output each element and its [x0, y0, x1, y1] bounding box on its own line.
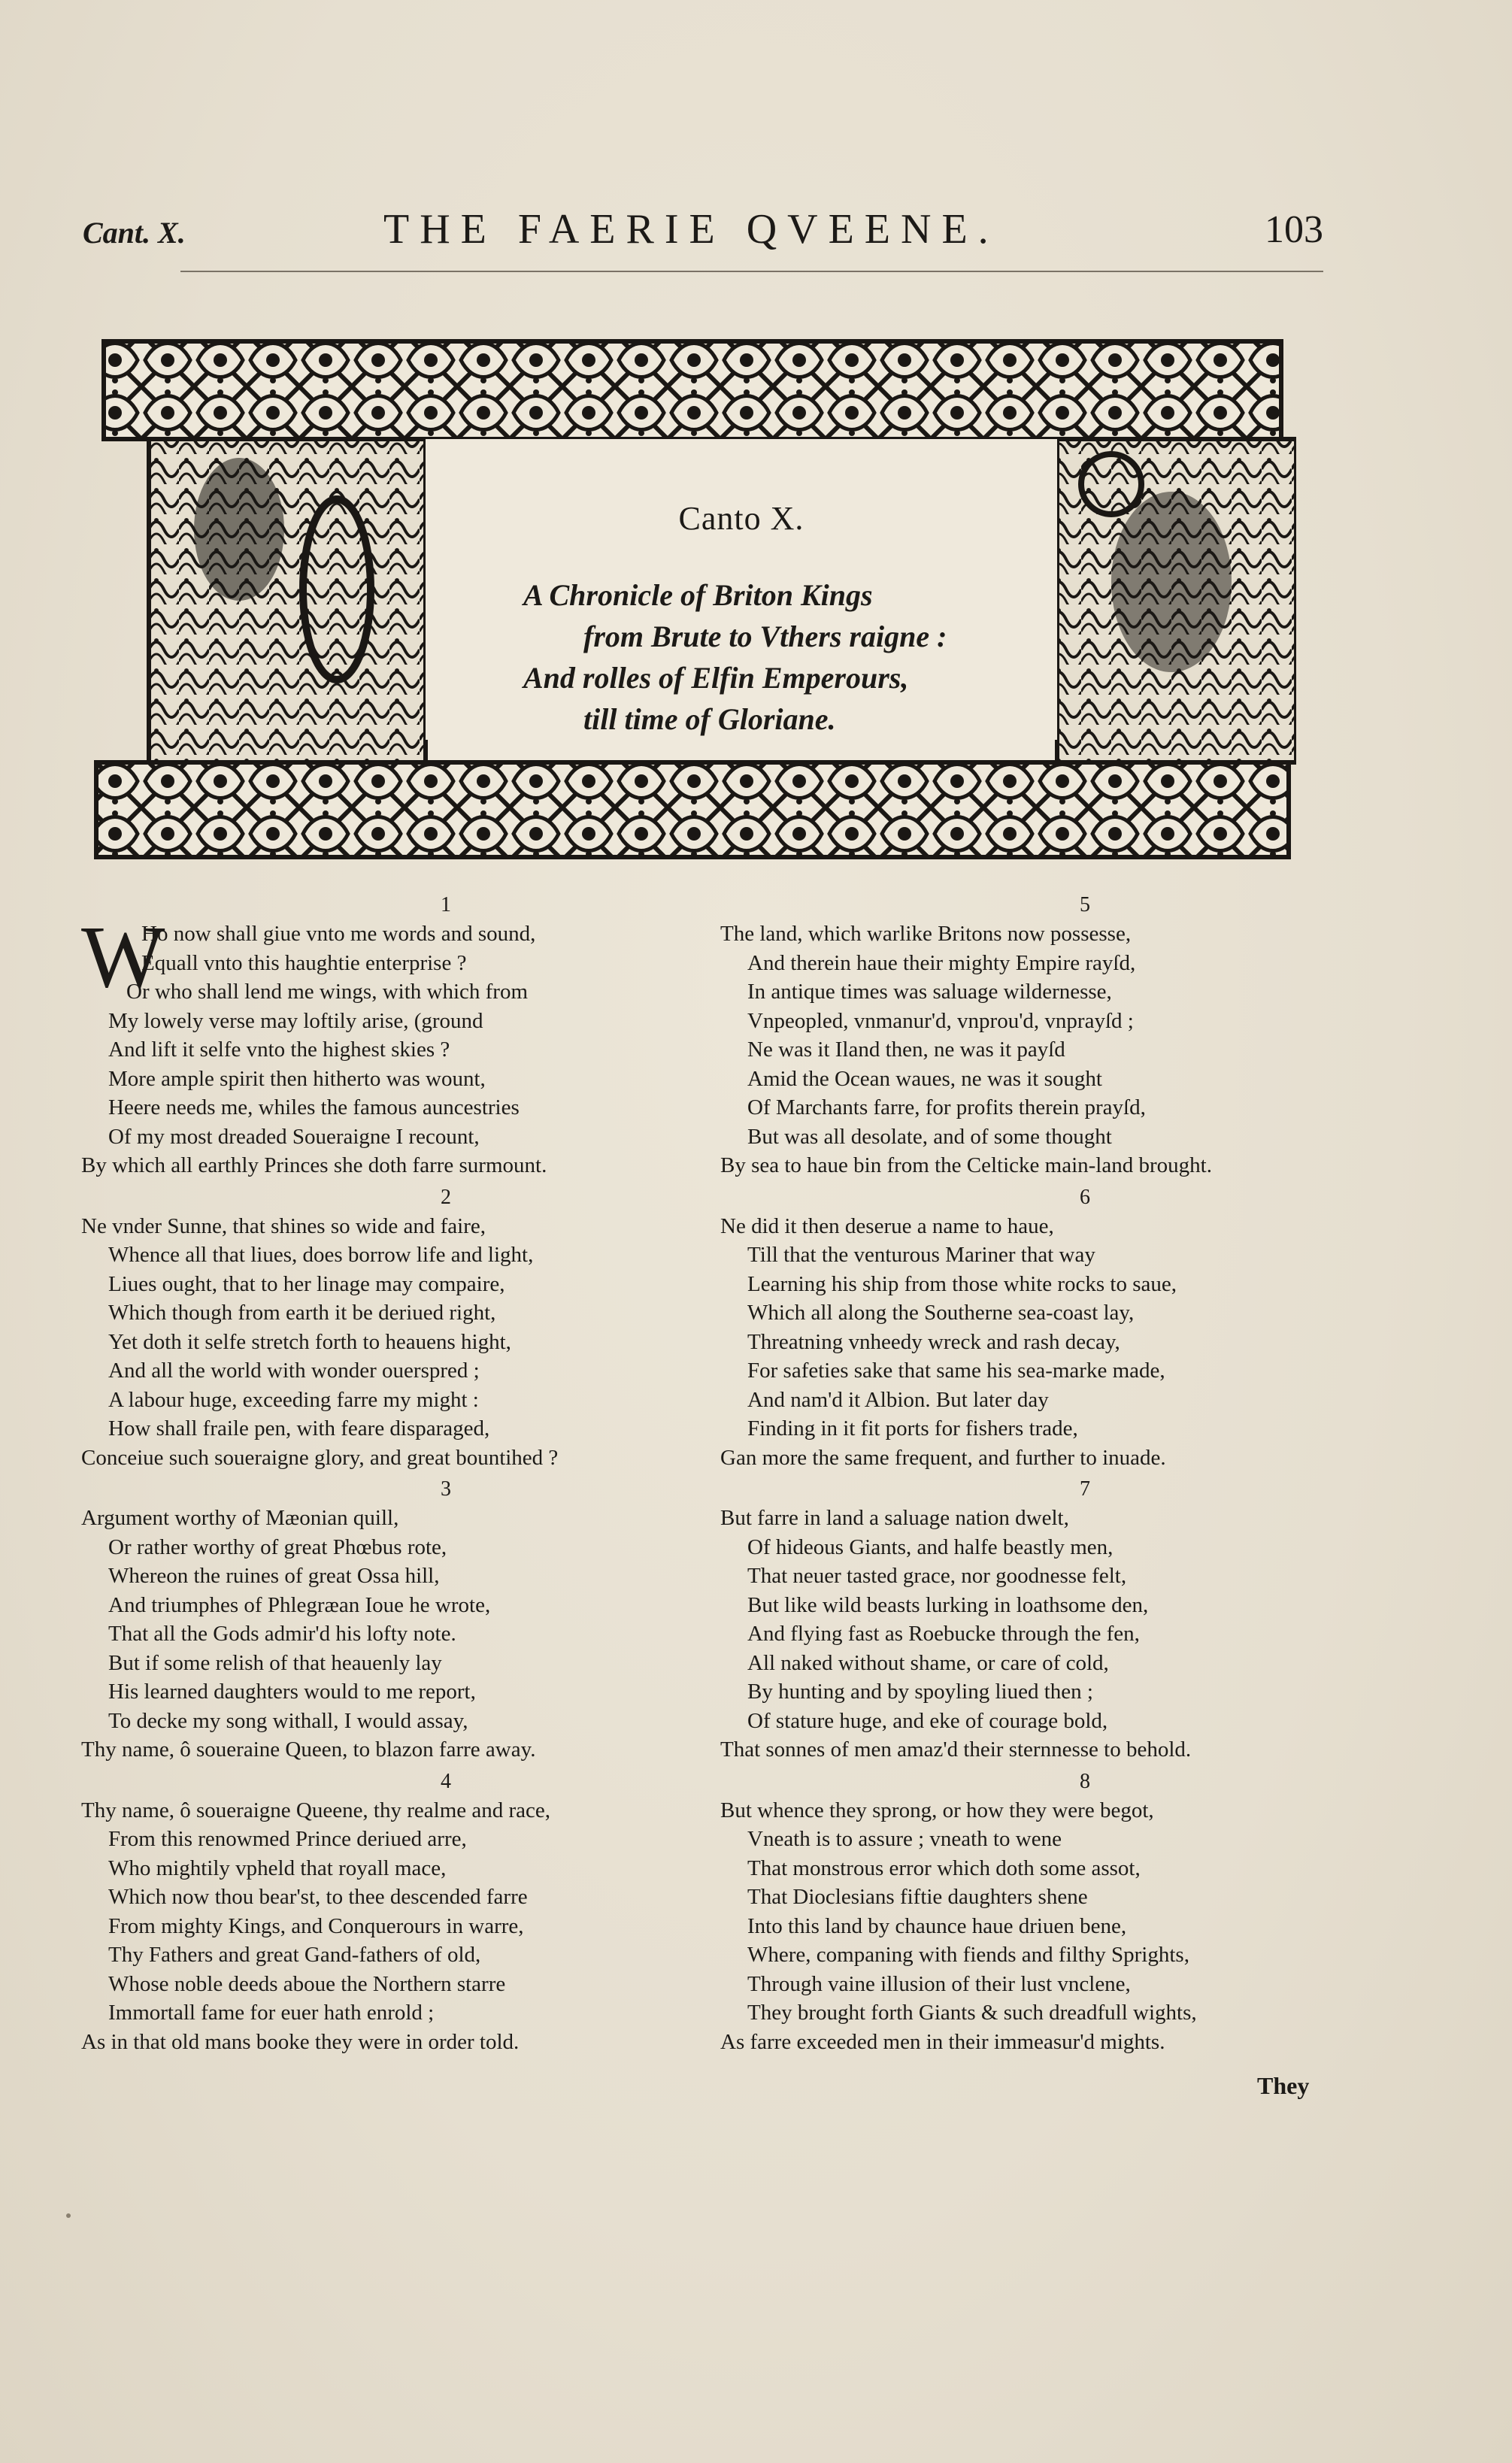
verse-line: How shall fraile pen, with feare disparaged,: [108, 1416, 490, 1441]
verse-line: Which now thou bear'st, to thee descended farre: [108, 1885, 528, 1909]
verse-line: Amid the Ocean waues, ne was it sought: [747, 1066, 1102, 1091]
argument-line: And rolles of Elfin Emperours,: [523, 661, 909, 695]
verse-line: To decke my song withall, I would assay,: [108, 1708, 468, 1733]
verse-line: And therein haue their mighty Empire rayſd,: [747, 950, 1136, 975]
stanza: [81, 1475, 720, 1765]
verse-line: For safeties sake that same his sea-marke made,: [747, 1359, 1165, 1383]
paper-spot: [66, 2213, 71, 2218]
verse-line: But was all desolate, and of some thought: [747, 1124, 1112, 1149]
verse-line: Of my most dreaded Soueraigne I recount,: [108, 1124, 480, 1149]
verse-line: Whereon the ruines of great Ossa hill,: [108, 1564, 440, 1588]
verse-line: By sea to haue bin from the Celticke main-land brought.: [720, 1153, 1212, 1177]
verse-line: But if some relish of that heauenly lay: [108, 1650, 442, 1675]
stanza-number: 5: [1080, 893, 1090, 916]
verse-line: Or rather worthy of great Phœbus rote,: [108, 1534, 447, 1559]
stanza-number: 6: [1080, 1185, 1090, 1209]
canto-label: Cant. X.: [83, 216, 186, 250]
running-head: [83, 201, 1323, 254]
verse-line: The land, which warlike Britons now possesse,: [720, 922, 1132, 946]
stanza-number: 4: [441, 1769, 451, 1793]
stanza-number: 2: [441, 1185, 451, 1209]
verse-line: Thy name, ô soueraigne Queene, thy realme and race,: [81, 1798, 551, 1822]
verse-line: Gan more the same frequent, and further to inuade.: [720, 1445, 1166, 1470]
verse-line: Vnpeopled, vnmanur'd, vnprou'd, vnprayſd ;: [747, 1008, 1134, 1033]
verse-line: Whence all that liues, does borrow life and light,: [108, 1243, 534, 1267]
verse-line: Conceiue such soueraigne glory, and great bountihed ?: [81, 1445, 559, 1470]
verse-line: Whose noble deeds aboue the Northern starre: [108, 1971, 506, 1996]
stanza: [81, 1183, 720, 1473]
verse-line: As in that old mans booke they were in order told.: [81, 2029, 520, 2054]
verse-line: Into this land by chaunce haue driuen bene,: [747, 1913, 1127, 1938]
verse-line: But whence they sprong, or how they were begot,: [720, 1798, 1154, 1822]
canto-heading-panel: [426, 439, 1057, 740]
woodcut-header: [89, 334, 1296, 865]
stanza-number: 8: [1080, 1769, 1090, 1793]
verse-line: From this renowmed Prince deriued arre,: [108, 1827, 467, 1851]
verse-line: And triumphes of Phlegræan Ioue he wrote,: [108, 1592, 491, 1617]
verse-line: Which though from earth it be deriued right,: [108, 1301, 496, 1325]
verse-line: Through vaine illusion of their lust vnclene,: [747, 1971, 1131, 1996]
verse-line: From mighty Kings, and Conquerours in warre,: [108, 1913, 524, 1938]
verse-line: My lowely verse may loftily arise, (ground: [108, 1008, 483, 1033]
right-column: [720, 891, 1359, 2059]
stanza: [81, 891, 720, 1180]
verse-line: Thy Fathers and great Gand-fathers of old,: [108, 1943, 481, 1967]
canto-title: Canto X.: [678, 500, 804, 537]
verse-line: Immortall fame for euer hath enrold ;: [108, 2001, 435, 2025]
verse-line: Vneath is to assure ; vneath to wene: [747, 1827, 1062, 1851]
verse-line: Thy name, ô soueraine Queen, to blazon farre away.: [81, 1737, 536, 1762]
verse-line: Finding in it fit ports for fishers trade,: [747, 1416, 1078, 1441]
verse-line: And nam'd it Albion. But later day: [747, 1387, 1049, 1412]
verse-line: Heere needs me, whiles the famous auncestries: [108, 1095, 520, 1119]
verse-line: Ne did it then deserue a name to haue,: [720, 1213, 1054, 1238]
verse-line: Ho now shall giue vnto me words and sound,: [141, 922, 536, 946]
verse-line: Yet doth it selfe stretch forth to heauens hight,: [108, 1329, 511, 1354]
verse-line: Threatning vnheedy wreck and rash decay,: [747, 1329, 1120, 1354]
verse-line: A labour huge, exceeding farre my might :: [108, 1387, 479, 1412]
verse-line: And all the world with wonder ouerspred ;: [108, 1359, 480, 1383]
stanza: [720, 1768, 1359, 2057]
page-number: 103: [1265, 208, 1323, 251]
verse-line: And lift it selfe vnto the highest skies ?: [108, 1038, 450, 1062]
head-rule: [180, 271, 1323, 272]
verse-line: Where, companing with fiends and filthy Sprights,: [747, 1943, 1189, 1967]
canto-argument: [523, 574, 1035, 740]
stanza-number: 3: [441, 1477, 451, 1501]
verse-line: And flying fast as Roebucke through the fen,: [747, 1622, 1140, 1646]
verse-line: That monstrous error which doth some assot,: [747, 1856, 1141, 1880]
stanza: [720, 1183, 1359, 1473]
verse-line: Ne was it Iland then, ne was it payſd: [747, 1038, 1065, 1062]
verse-line: All naked without shame, or care of cold,: [747, 1650, 1109, 1675]
book-title: THE FAERIE QVEENE.: [383, 206, 999, 253]
verse-line: Till that the venturous Mariner that way: [747, 1243, 1095, 1267]
stanza-number: 7: [1080, 1477, 1090, 1501]
verse-line: That all the Gods admir'd his lofty note.: [108, 1622, 456, 1646]
verse-line: As farre exceeded men in their immeasur'd mights.: [720, 2029, 1165, 2054]
verse-line: Of stature huge, and eke of courage bold,: [747, 1708, 1108, 1733]
verse-line: Liues ought, that to her linage may compaire,: [108, 1271, 505, 1296]
verse-line: Ne vnder Sunne, that shines so wide and faire,: [81, 1213, 486, 1238]
verse-line: That Dioclesians fiftie daughters shene: [747, 1885, 1088, 1909]
verse-line: They brought forth Giants & such dreadfull wights,: [747, 2001, 1197, 2025]
verse-line: In antique times was saluage wildernesse,: [747, 980, 1112, 1004]
argument-line: from Brute to Vthers raigne :: [583, 620, 947, 653]
verse-line: Equall vnto this haughtie enterprise ?: [141, 950, 467, 975]
verse-line: Which all along the Southerne sea-coast lay,: [747, 1301, 1135, 1325]
stanza: [720, 1475, 1359, 1765]
verse-line: That neuer tasted grace, nor goodnesse felt,: [747, 1564, 1127, 1588]
left-column: [81, 891, 720, 2059]
stanza-number: 1: [441, 893, 451, 916]
verse-line: Of Marchants farre, for profits therein prayſd,: [747, 1095, 1146, 1119]
verse-line: By which all earthly Princes she doth farre surmount.: [81, 1153, 547, 1177]
verse-line: That sonnes of men amaz'd their sternnesse to behold.: [720, 1737, 1192, 1762]
verse-line: Learning his ship from those white rocks to saue,: [747, 1271, 1177, 1296]
verse-line: More ample spirit then hitherto was wount,: [108, 1066, 486, 1091]
stanza: [81, 1768, 720, 2057]
catchword: They: [1257, 2072, 1310, 2099]
stanza: [720, 891, 1359, 1180]
verse-line: By hunting and by spoyling liued then ;: [747, 1680, 1093, 1704]
verse-line: Argument worthy of Mæonian quill,: [81, 1506, 399, 1530]
drop-capital: W: [81, 907, 165, 1006]
argument-line: till time of Gloriane.: [583, 702, 836, 736]
verse-line: But like wild beasts lurking in loathsome den,: [747, 1592, 1149, 1617]
verse-line: Who mightily vpheld that royall mace,: [108, 1856, 447, 1880]
argument-line: A Chronicle of Briton Kings: [523, 578, 873, 612]
verse-line: Or who shall lend me wings, with which from: [126, 980, 529, 1004]
verse-line: But farre in land a saluage nation dwelt,: [720, 1506, 1069, 1530]
verse-line: Of hideous Giants, and halfe beastly men,: [747, 1534, 1114, 1559]
verse-line: His learned daughters would to me report,: [108, 1680, 476, 1704]
